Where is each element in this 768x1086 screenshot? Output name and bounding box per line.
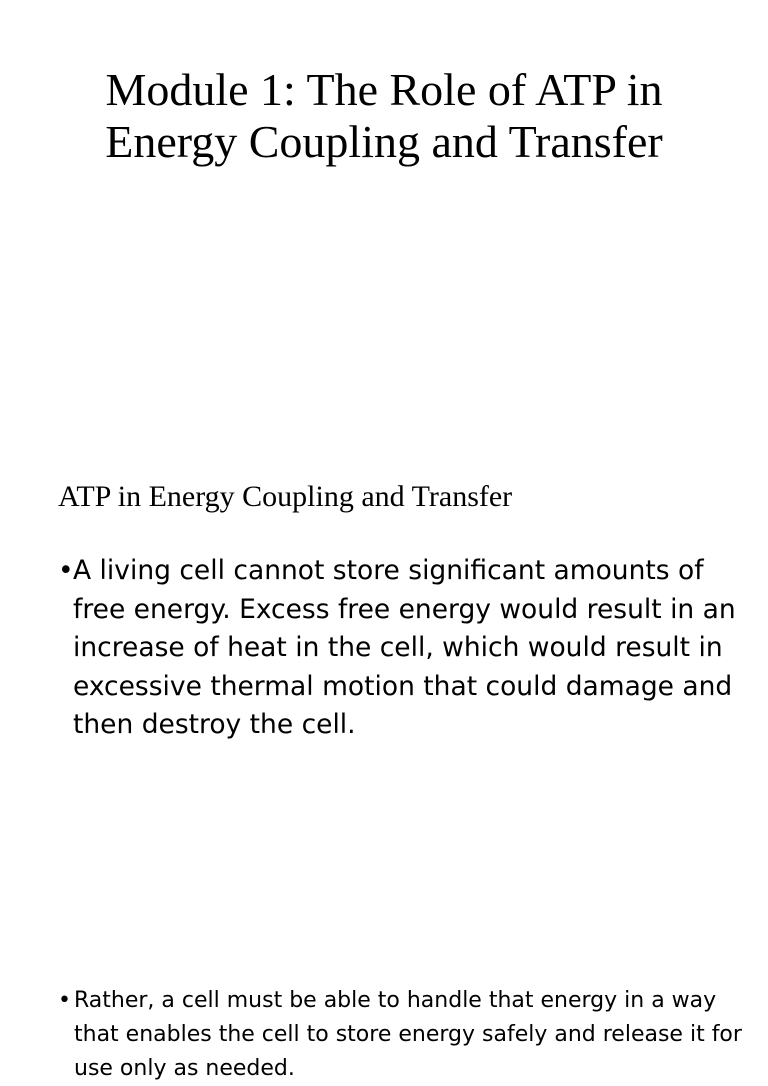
section-heading: ATP in Energy Coupling and Transfer — [58, 480, 513, 513]
bullet-marker: • — [58, 555, 74, 586]
bullet-item — [58, 552, 748, 745]
module-title: Module 1: The Role of ATP in Energy Coupling and Transfer — [105, 64, 663, 167]
bullet-text: Rather, a cell must be able to handle that energy in a way that enables the cell to store energy safely and release it for use only as needed. — [74, 988, 742, 1081]
bullet-text: A living cell cannot store significant amounts of free energy. Excess free energy would result in an increase of heat in the cell, which would result in excessive thermal motion that could damage and then destroy the cell. — [73, 555, 736, 740]
bullet-item — [58, 984, 748, 1086]
bullet-marker: • — [58, 988, 71, 1013]
